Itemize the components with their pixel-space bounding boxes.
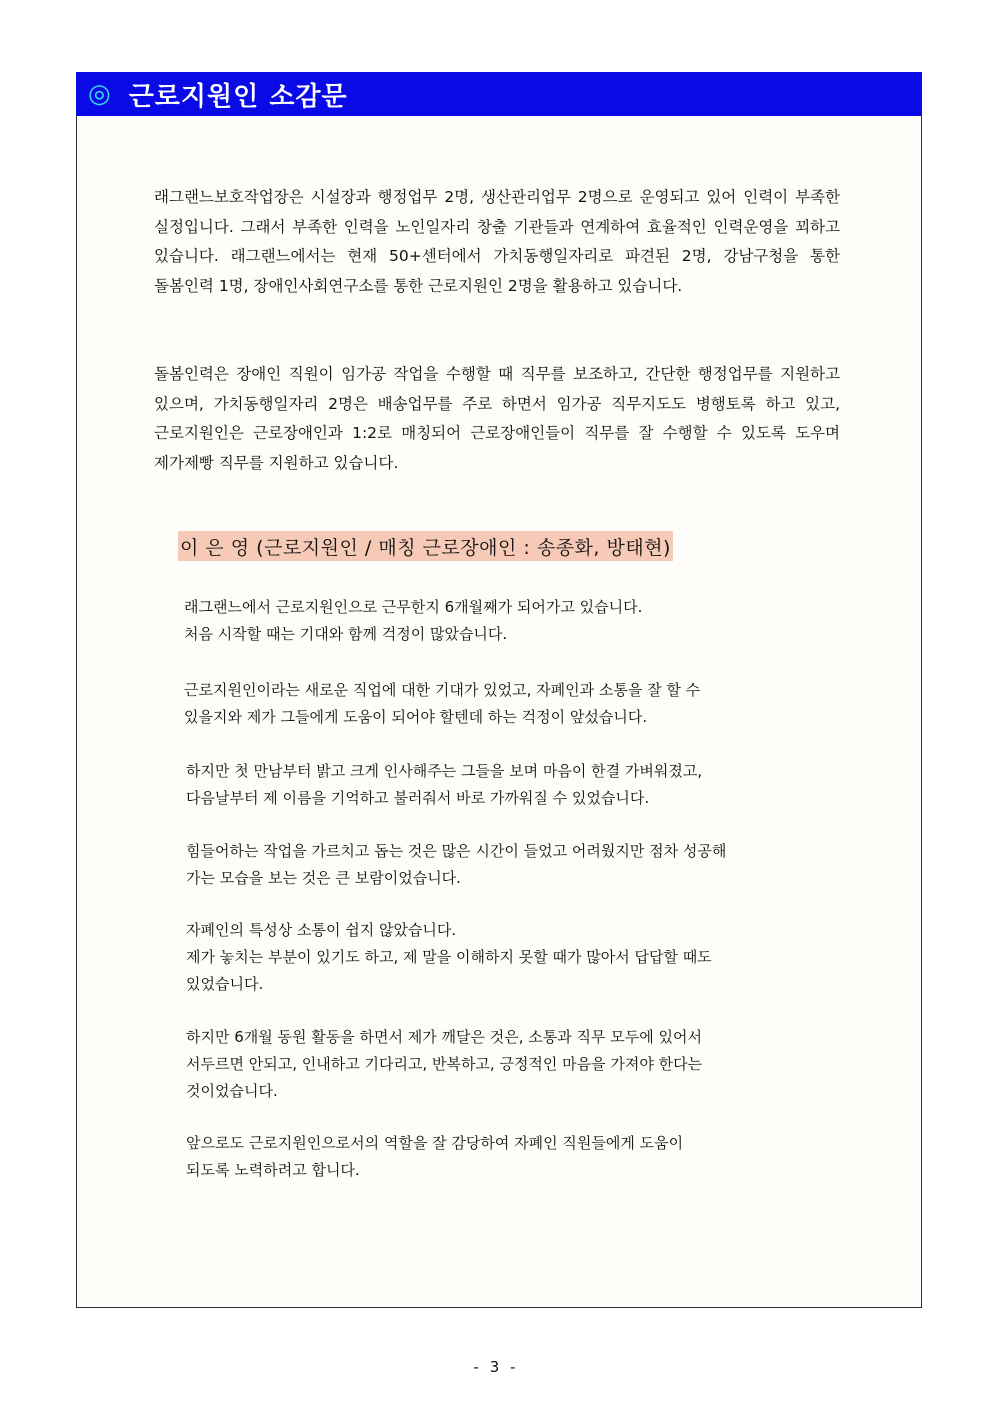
essay-paragraph: 하지만 6개월 동원 활동을 하면서 제가 깨달은 것은, 소통과 직무 모두에 있어서 서두르면 안되고, 인내하고 기다리고, 반복하고, 긍정적인 마음을 가져야 한다는 것이었습니다. — [186, 1028, 703, 1100]
page-number: - 3 - — [473, 1358, 519, 1376]
essay-paragraph: 힘들어하는 작업을 가르치고 돕는 것은 많은 시간이 들었고 어려웠지만 점차 성공해 가는 모습을 보는 것은 큰 보람이었습니다. — [186, 842, 727, 887]
essay-paragraph: 래그랜느에서 근로지원인으로 근무한지 6개월째가 되어가고 있습니다. 처음 시작할 때는 기대와 함께 걱정이 많았습니다. — [184, 598, 643, 643]
intro-paragraph: 돌봄인력은 장애인 직원이 임가공 작업을 수행할 때 직무를 보조하고, 간단한 행정업무를 지원하고 있으며, 가치동행일자리 2명은 배송업무를 주로 하면서 임가공 직무지도도 병행토록 하고 있고, 근로지원인은 근로장애인과 1:2로 매칭되어 근로장애인들이 직무를 잘 수행할 수 있도록 도우며 제가제빵 직무를 지원하고 있습니다. — [154, 365, 840, 472]
essay-paragraph: 근로지원인이라는 새로운 직업에 대한 기대가 있었고, 자폐인과 소통을 잘 할 수 있을지와 제가 그들에게 도움이 되어야 할텐데 하는 걱정이 앞섰습니다. — [184, 681, 701, 726]
essay-paragraph: 앞으로도 근로지원인으로서의 역할을 잘 감당하여 자폐인 직원들에게 도움이 되도록 노력하려고 합니다. — [186, 1134, 684, 1179]
section-title: 근로지원인 소감문 — [128, 81, 348, 112]
intro-paragraph: 래그랜느보호작업장은 시설장과 행정업무 2명, 생산관리업무 2명으로 운영되고 있어 인력이 부족한 실정입니다. 그래서 부족한 인력을 노인일자리 창출 기관들과 연계하여 효율적인 인력운영을 꾀하고 있습니다. 래그랜느에서는 현재 50+센터에서 가치동행일자리로 파견된 2명, 강남구청을 통한 돌봄인력 1명, 장애인사회연구소를 통한 근로지원인 2명을 활용하고 있습니다. — [154, 188, 840, 295]
double-circle-icon: ◎ — [88, 79, 111, 109]
section-header — [76, 72, 922, 116]
essay-paragraph: 하지만 첫 만남부터 밝고 크게 인사해주는 그들을 보며 마음이 한결 가벼워졌고, 다음날부터 제 이름을 기억하고 불러줘서 바로 가까워질 수 있었습니다. — [186, 762, 703, 807]
essay-paragraph: 자폐인의 특성상 소통이 쉽지 않았습니다. 제가 놓치는 부분이 있기도 하고, 제 말을 이해하지 못할 때가 많아서 답답할 때도 있었습니다. — [186, 921, 712, 993]
author-name-line: 이 은 영 (근로지원인 / 매칭 근로장애인 : 송종화, 방태현) — [178, 531, 673, 561]
